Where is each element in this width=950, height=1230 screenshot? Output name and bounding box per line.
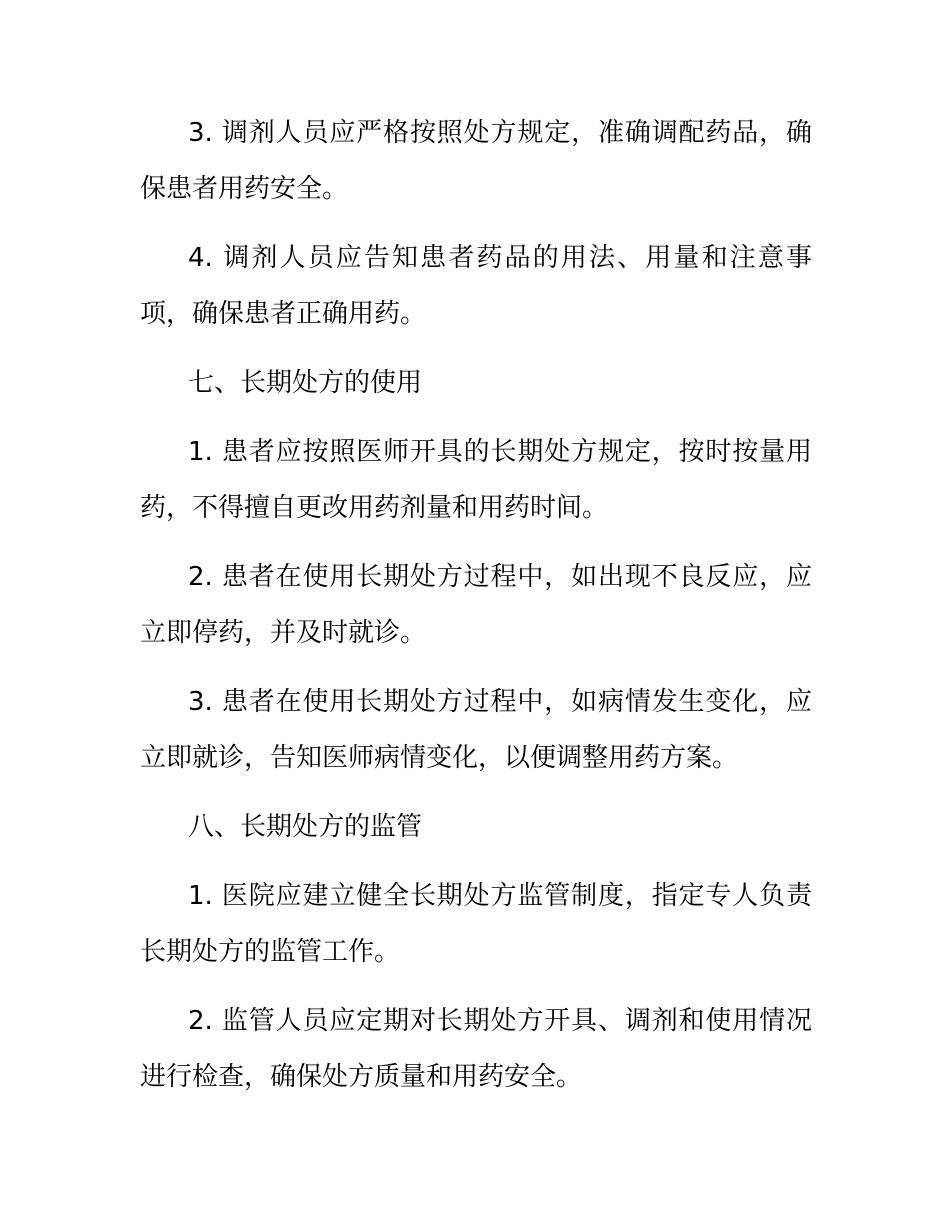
section-heading-supervision: 八、长期处方的监管 (188, 812, 423, 842)
section-heading-usage: 七、长期处方的使用 (188, 368, 423, 398)
paragraph-dispensing-3: 3. 调剂人员应严格按照处方规定，准确调配药品，确保患者用药安全。 (140, 118, 812, 204)
paragraph-dispensing-4: 4. 调剂人员应告知患者药品的用法、用量和注意事项，确保患者正确用药。 (140, 243, 812, 329)
paragraph-usage-3: 3. 患者在使用长期处方过程中，如病情发生变化，应立即就诊，告知医师病情变化，以便调整用药方案。 (140, 687, 812, 773)
paragraph-supervision-1: 1. 医院应建立健全长期处方监管制度，指定专人负责长期处方的监管工作。 (140, 881, 812, 967)
paragraph-supervision-2: 2. 监管人员应定期对长期处方开具、调剂和使用情况进行检查，确保处方质量和用药安全。 (140, 1006, 812, 1092)
document-body (140, 105, 812, 1118)
paragraph-usage-2: 2. 患者在使用长期处方过程中，如出现不良反应，应立即停药，并及时就诊。 (140, 562, 812, 648)
paragraph-usage-1: 1. 患者应按照医师开具的长期处方规定，按时按量用药，不得擅自更改用药剂量和用药时间。 (140, 437, 812, 523)
